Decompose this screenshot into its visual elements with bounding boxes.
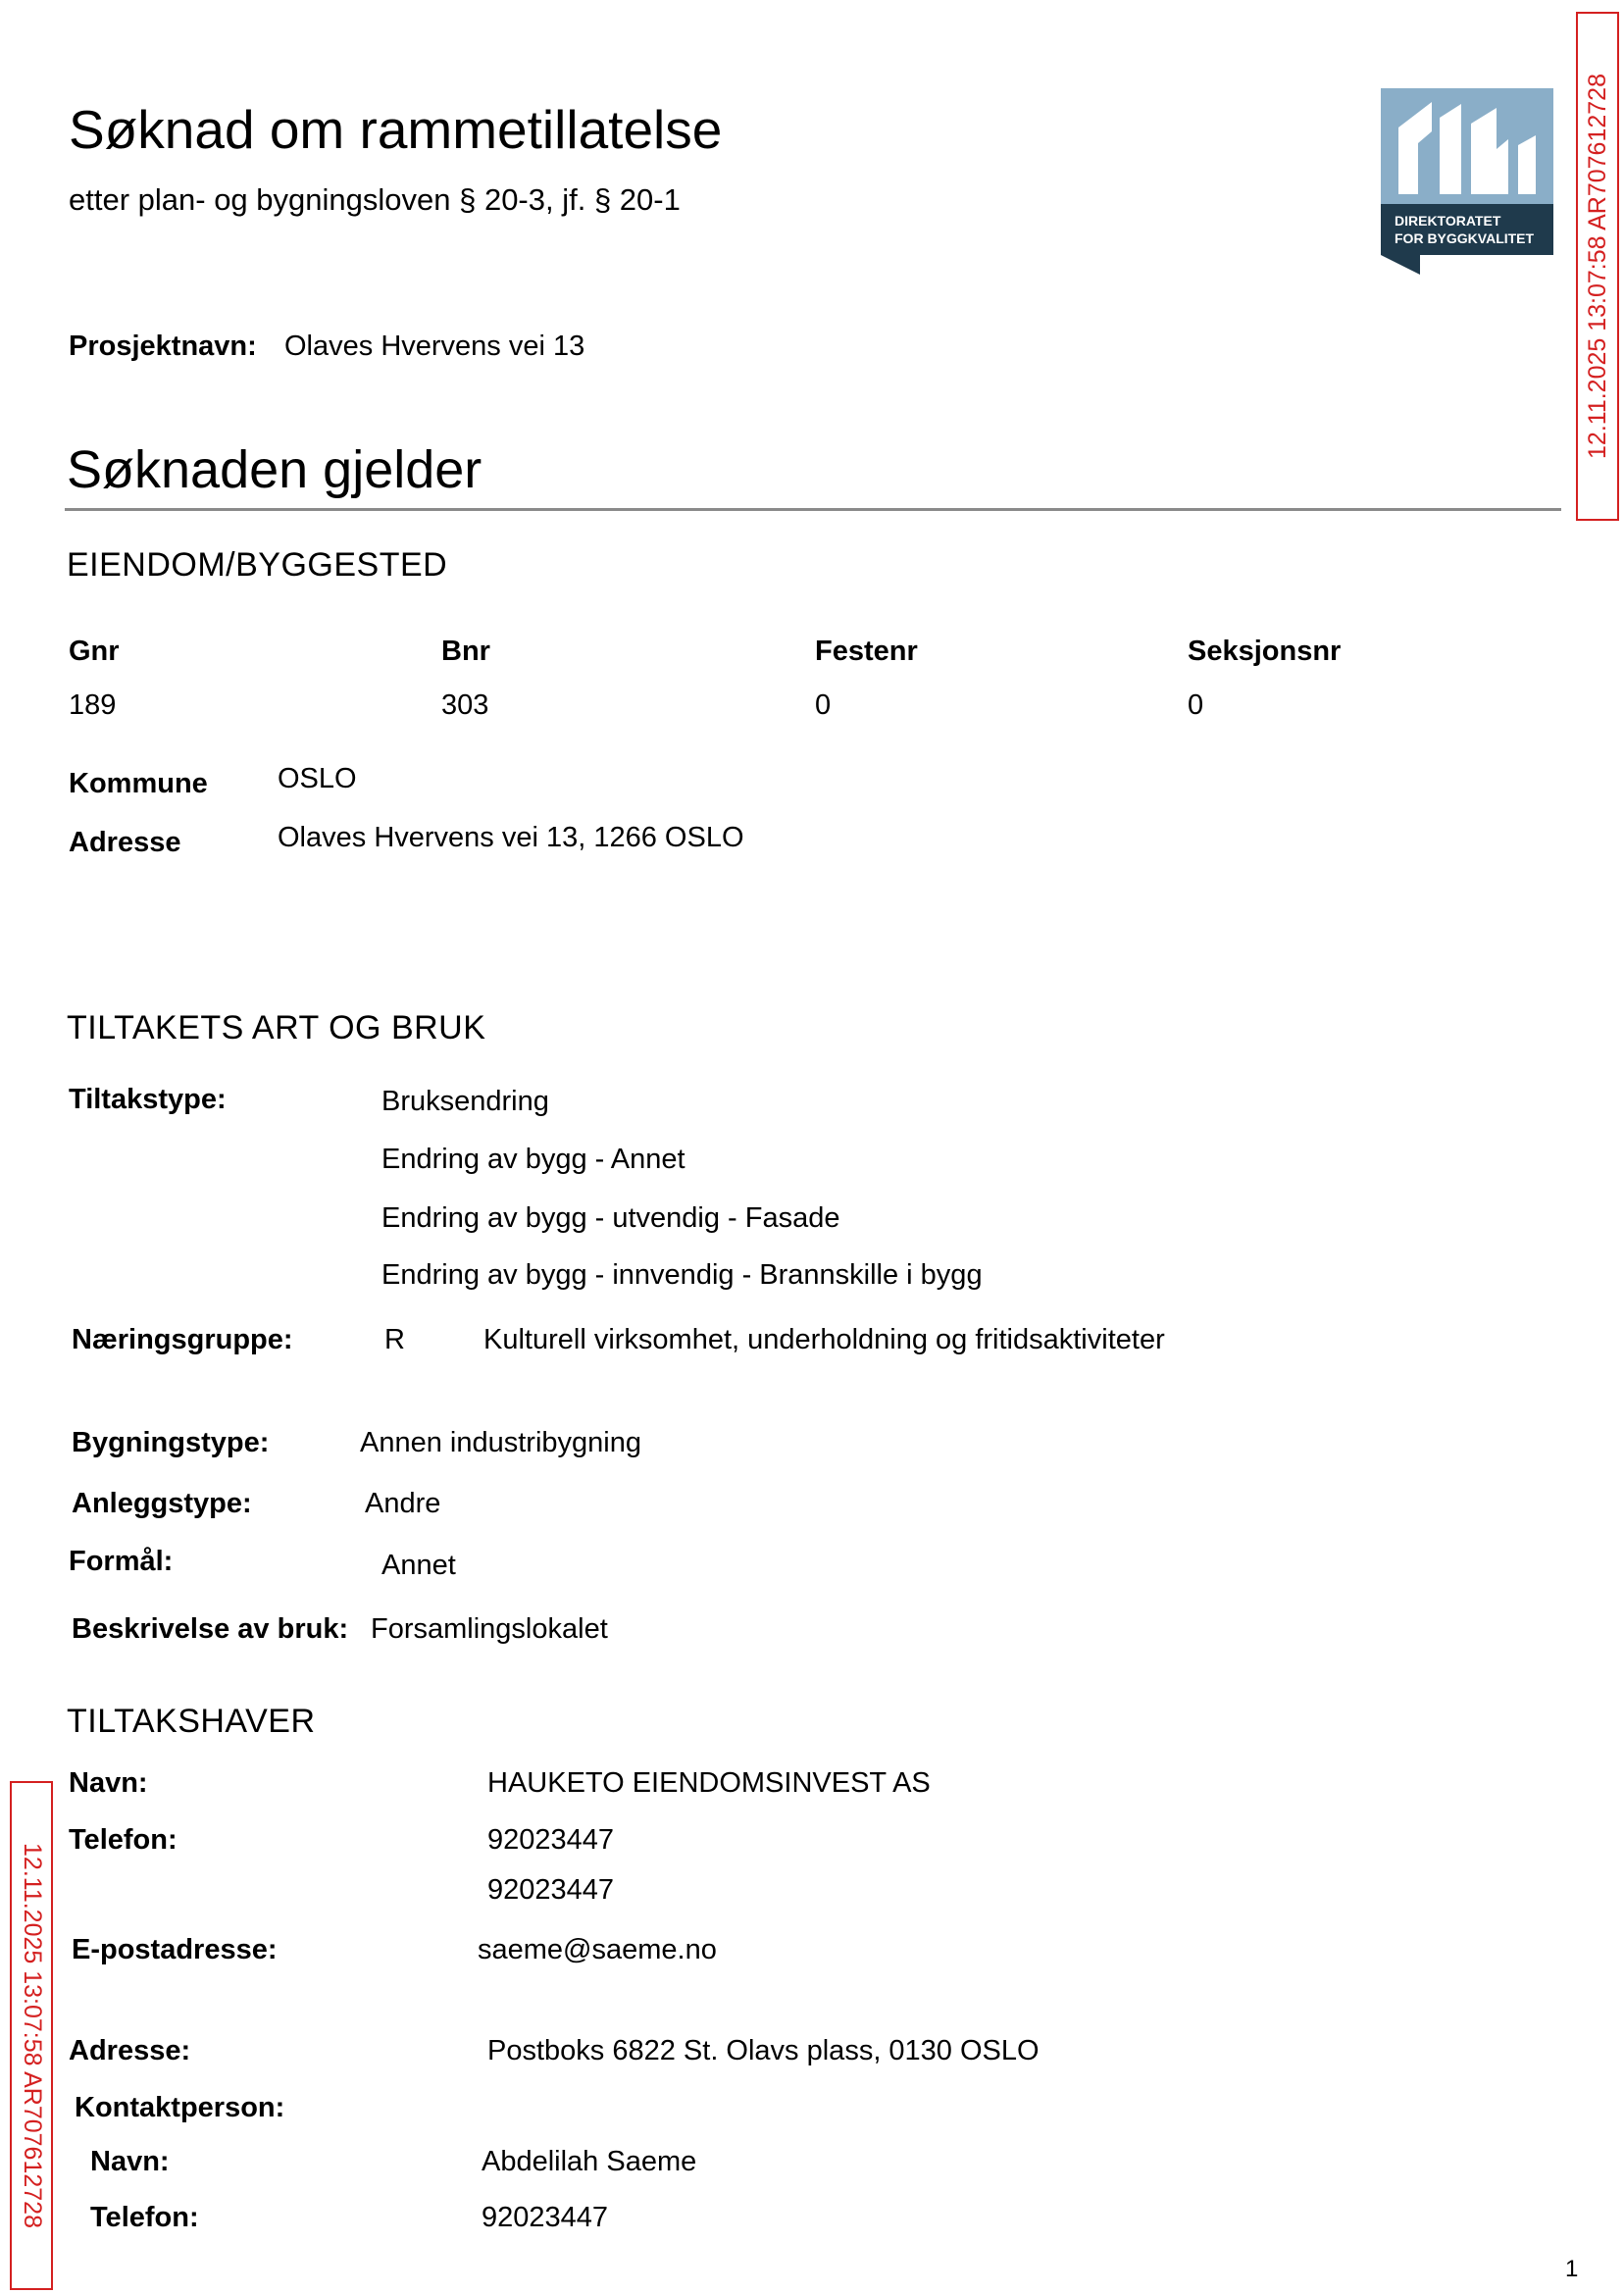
beskrivelse-label: Beskrivelse av bruk: bbox=[72, 1613, 349, 1645]
navn-label: Navn: bbox=[69, 1767, 148, 1799]
kontakt-telefon-label: Telefon: bbox=[90, 2202, 199, 2233]
section-divider bbox=[65, 508, 1561, 511]
tiltakstype-item: Endring av bygg - utvendig - Fasade bbox=[381, 1202, 840, 1234]
telefon-value-2: 92023447 bbox=[487, 1874, 615, 1906]
col-gnr: Gnr bbox=[69, 636, 120, 667]
kommune-label: Kommune bbox=[69, 768, 208, 799]
date-stamp-side-text: 12.11.2025 13:07:58 AR707612728 bbox=[18, 1843, 46, 2228]
naeringsgruppe-code: R bbox=[384, 1324, 405, 1355]
kontakt-navn-label: Navn: bbox=[90, 2146, 170, 2177]
adresse-value: Olaves Hvervens vei 13, 1266 OSLO bbox=[278, 822, 744, 853]
project-value: Olaves Hvervens vei 13 bbox=[284, 331, 585, 362]
navn-value: HAUKETO EIENDOMSINVEST AS bbox=[487, 1767, 931, 1799]
logo-line-2: FOR BYGGKVALITET bbox=[1395, 230, 1535, 246]
date-stamp-side bbox=[10, 1781, 53, 2290]
formal-value: Annet bbox=[381, 1550, 456, 1581]
tiltakshaver-heading: TILTAKSHAVER bbox=[67, 1703, 316, 1740]
formal-label: Formål: bbox=[69, 1546, 174, 1577]
epost-value: saeme@saeme.no bbox=[478, 1934, 717, 1965]
epost-label: E-postadresse: bbox=[72, 1934, 278, 1965]
value-festenr: 0 bbox=[815, 689, 832, 721]
date-stamp-top-text: 12.11.2025 13:07:58 AR707612728 bbox=[1583, 74, 1611, 459]
value-gnr: 189 bbox=[69, 689, 117, 721]
bygningstype-value: Annen industribygning bbox=[360, 1427, 641, 1458]
logo-graphic bbox=[1381, 88, 1553, 275]
anleggstype-value: Andre bbox=[365, 1488, 441, 1519]
value-seksjonsnr: 0 bbox=[1188, 689, 1204, 721]
tiltakstype-item: Endring av bygg - innvendig - Brannskille i bygg bbox=[381, 1259, 983, 1291]
project-label: Prosjektnavn: bbox=[69, 331, 257, 362]
naeringsgruppe-text: Kulturell virksomhet, underholdning og fritidsaktiviteter bbox=[483, 1324, 1165, 1355]
property-heading: EIENDOM/BYGGESTED bbox=[67, 546, 448, 584]
kommune-value: OSLO bbox=[278, 763, 357, 794]
tiltak-heading: TILTAKETS ART OG BRUK bbox=[67, 1009, 486, 1046]
kontakt-telefon-value: 92023447 bbox=[482, 2202, 609, 2233]
page-number: 1 bbox=[1565, 2256, 1579, 2282]
dibk-logo bbox=[1381, 88, 1553, 275]
tiltakshaver-adresse-label: Adresse: bbox=[69, 2035, 191, 2066]
telefon-label: Telefon: bbox=[69, 1824, 178, 1856]
bygningstype-label: Bygningstype: bbox=[72, 1427, 270, 1458]
kontakt-navn-value: Abdelilah Saeme bbox=[482, 2146, 697, 2177]
tiltakshaver-adresse-value: Postboks 6822 St. Olavs plass, 0130 OSLO bbox=[487, 2035, 1040, 2066]
col-bnr: Bnr bbox=[441, 636, 490, 667]
logo-line-1: DIREKTORATET bbox=[1395, 213, 1501, 229]
date-stamp-top bbox=[1576, 12, 1619, 521]
tiltakstype-item: Bruksendring bbox=[381, 1086, 549, 1117]
col-seksjonsnr: Seksjonsnr bbox=[1188, 636, 1342, 667]
section-title: Søknaden gjelder bbox=[67, 440, 482, 499]
value-bnr: 303 bbox=[441, 689, 489, 721]
telefon-value: 92023447 bbox=[487, 1824, 615, 1856]
document-subtitle: etter plan- og bygningsloven § 20-3, jf. § 20-1 bbox=[69, 182, 681, 217]
anleggstype-label: Anleggstype: bbox=[72, 1488, 252, 1519]
naeringsgruppe-label: Næringsgruppe: bbox=[72, 1324, 293, 1355]
tiltakstype-label: Tiltakstype: bbox=[69, 1084, 227, 1115]
document-title: Søknad om rammetillatelse bbox=[69, 99, 723, 160]
adresse-label: Adresse bbox=[69, 827, 181, 858]
col-festenr: Festenr bbox=[815, 636, 918, 667]
kontaktperson-label: Kontaktperson: bbox=[75, 2092, 285, 2123]
beskrivelse-value: Forsamlingslokalet bbox=[371, 1613, 608, 1645]
tiltakstype-item: Endring av bygg - Annet bbox=[381, 1144, 685, 1175]
